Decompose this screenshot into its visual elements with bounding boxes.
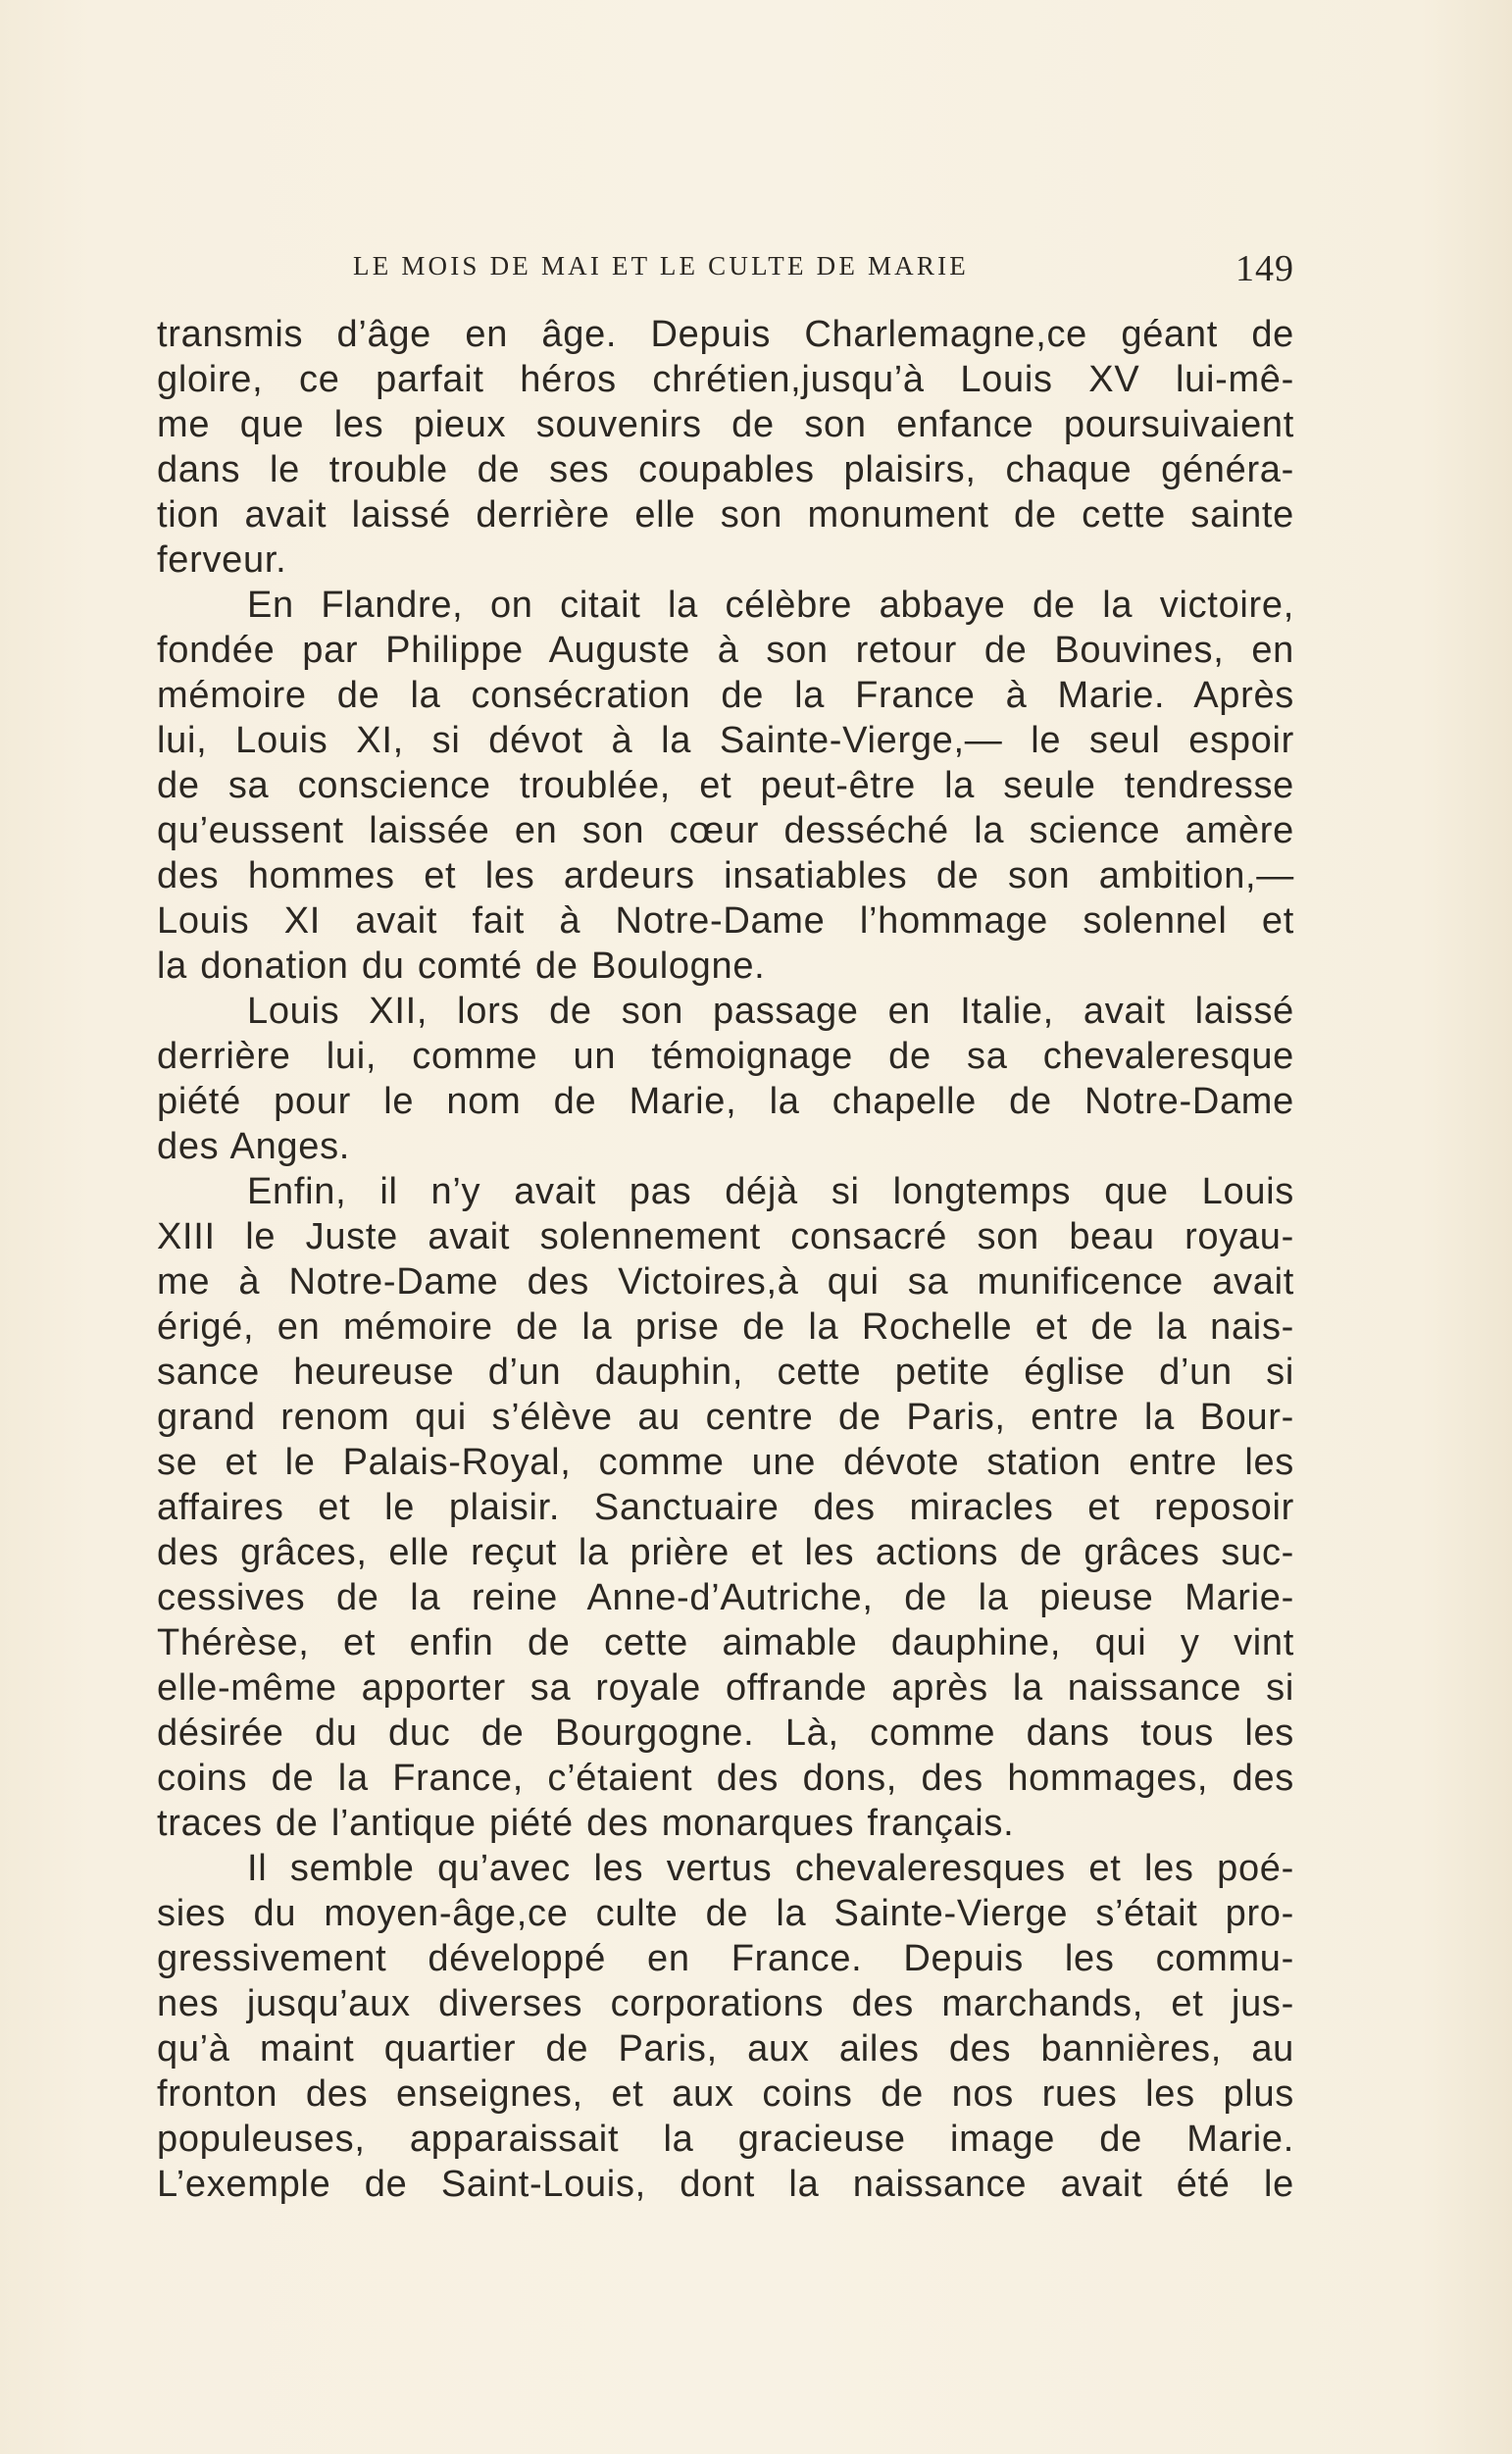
text-line: grand renom qui s’élève au centre de Paris, entre la Bour-	[157, 1397, 1294, 1438]
text-line: traces de l’antique piété des monarques français.	[157, 1803, 1015, 1844]
paragraph-start-line: En Flandre, on citait la célèbre abbaye de la victoire,	[247, 585, 1294, 626]
text-line: des Anges.	[157, 1126, 351, 1167]
text-line: affaires et le plaisir. Sanctuaire des miracles et reposoir	[157, 1487, 1294, 1528]
text-line: la donation du comté de Boulogne.	[157, 946, 766, 987]
text-line: des hommes et les ardeurs insatiables de son ambition,—	[157, 855, 1294, 896]
text-line: me à Notre-Dame des Victoires,à qui sa munificence avait	[157, 1261, 1294, 1303]
text-line: L’exemple de Saint-Louis, dont la naissance avait été le	[157, 2164, 1294, 2205]
text-line: gressivement développé en France. Depuis les commu-	[157, 1938, 1294, 1979]
text-line: des grâces, elle reçut la prière et les actions de grâces suc-	[157, 1532, 1294, 1573]
text-line: lui, Louis XI, si dévot à la Sainte-Vierge,— le seul espoir	[157, 720, 1294, 761]
text-line: sance heureuse d’un dauphin, cette petite église d’un si	[157, 1352, 1294, 1393]
text-line: me que les pieux souvenirs de son enfance poursuivaient	[157, 404, 1294, 445]
page-header	[157, 247, 1294, 289]
text-line: qu’à maint quartier de Paris, aux ailes des bannières, au	[157, 2028, 1294, 2070]
text-line: populeuses, apparaissait la gracieuse image de Marie.	[157, 2119, 1294, 2160]
text-line: érigé, en mémoire de la prise de la Rochelle et de la nais-	[157, 1306, 1294, 1348]
text-line: cessives de la reine Anne-d’Autriche, de la pieuse Marie-	[157, 1577, 1294, 1618]
text-line: tion avait laissé derrière elle son monument de cette sainte	[157, 494, 1294, 536]
text-line: gloire, ce parfait héros chrétien,jusqu’à Louis XV lui-mê-	[157, 359, 1294, 400]
paragraph-start-line: Louis XII, lors de son passage en Italie, avait laissé	[247, 991, 1294, 1032]
paragraph-start-line: Enfin, il n’y avait pas déjà si longtemps que Louis	[247, 1171, 1294, 1212]
text-line: sies du moyen-âge,ce culte de la Sainte-Vierge s’était pro-	[157, 1893, 1294, 1934]
text-line: désirée du duc de Bourgogne. Là, comme dans tous les	[157, 1713, 1294, 1754]
text-line: fronton des enseignes, et aux coins de nos rues les plus	[157, 2073, 1294, 2115]
text-line: XIII le Juste avait solennement consacré son beau royau-	[157, 1216, 1294, 1257]
text-line: ferveur.	[157, 539, 287, 581]
text-line: Louis XI avait fait à Notre-Dame l’hommage solennel et	[157, 900, 1294, 942]
text-line: derrière lui, comme un témoignage de sa chevaleresque	[157, 1036, 1294, 1077]
text-line: de sa conscience troublée, et peut-être la seule tendresse	[157, 765, 1294, 806]
text-line: dans le trouble de ses coupables plaisirs, chaque généra-	[157, 449, 1294, 490]
text-line: transmis d’âge en âge. Depuis Charlemagne,ce géant de	[157, 314, 1294, 355]
body-text	[157, 312, 1294, 2207]
running-head: LE MOIS DE MAI ET LE CULTE DE MARIE	[353, 251, 969, 281]
paragraph-start-line: Il semble qu’avec les vertus chevaleresques et les poé-	[247, 1848, 1294, 1889]
text-line: piété pour le nom de Marie, la chapelle de Notre-Dame	[157, 1081, 1294, 1122]
page-number: 149	[1235, 248, 1294, 289]
text-line: qu’eussent laissée en son cœur desséché la science amère	[157, 810, 1294, 851]
text-line: coins de la France, c’étaient des dons, des hommages, des	[157, 1758, 1294, 1799]
text-line: elle-même apporter sa royale offrande après la naissance si	[157, 1667, 1294, 1709]
text-line: nes jusqu’aux diverses corporations des marchands, et jus-	[157, 1983, 1294, 2024]
text-line: se et le Palais-Royal, comme une dévote station entre les	[157, 1442, 1294, 1483]
text-line: mémoire de la consécration de la France à Marie. Après	[157, 675, 1294, 716]
text-line: fondée par Philippe Auguste à son retour de Bouvines, en	[157, 630, 1294, 671]
text-line: Thérèse, et enfin de cette aimable dauphine, qui y vint	[157, 1622, 1294, 1663]
